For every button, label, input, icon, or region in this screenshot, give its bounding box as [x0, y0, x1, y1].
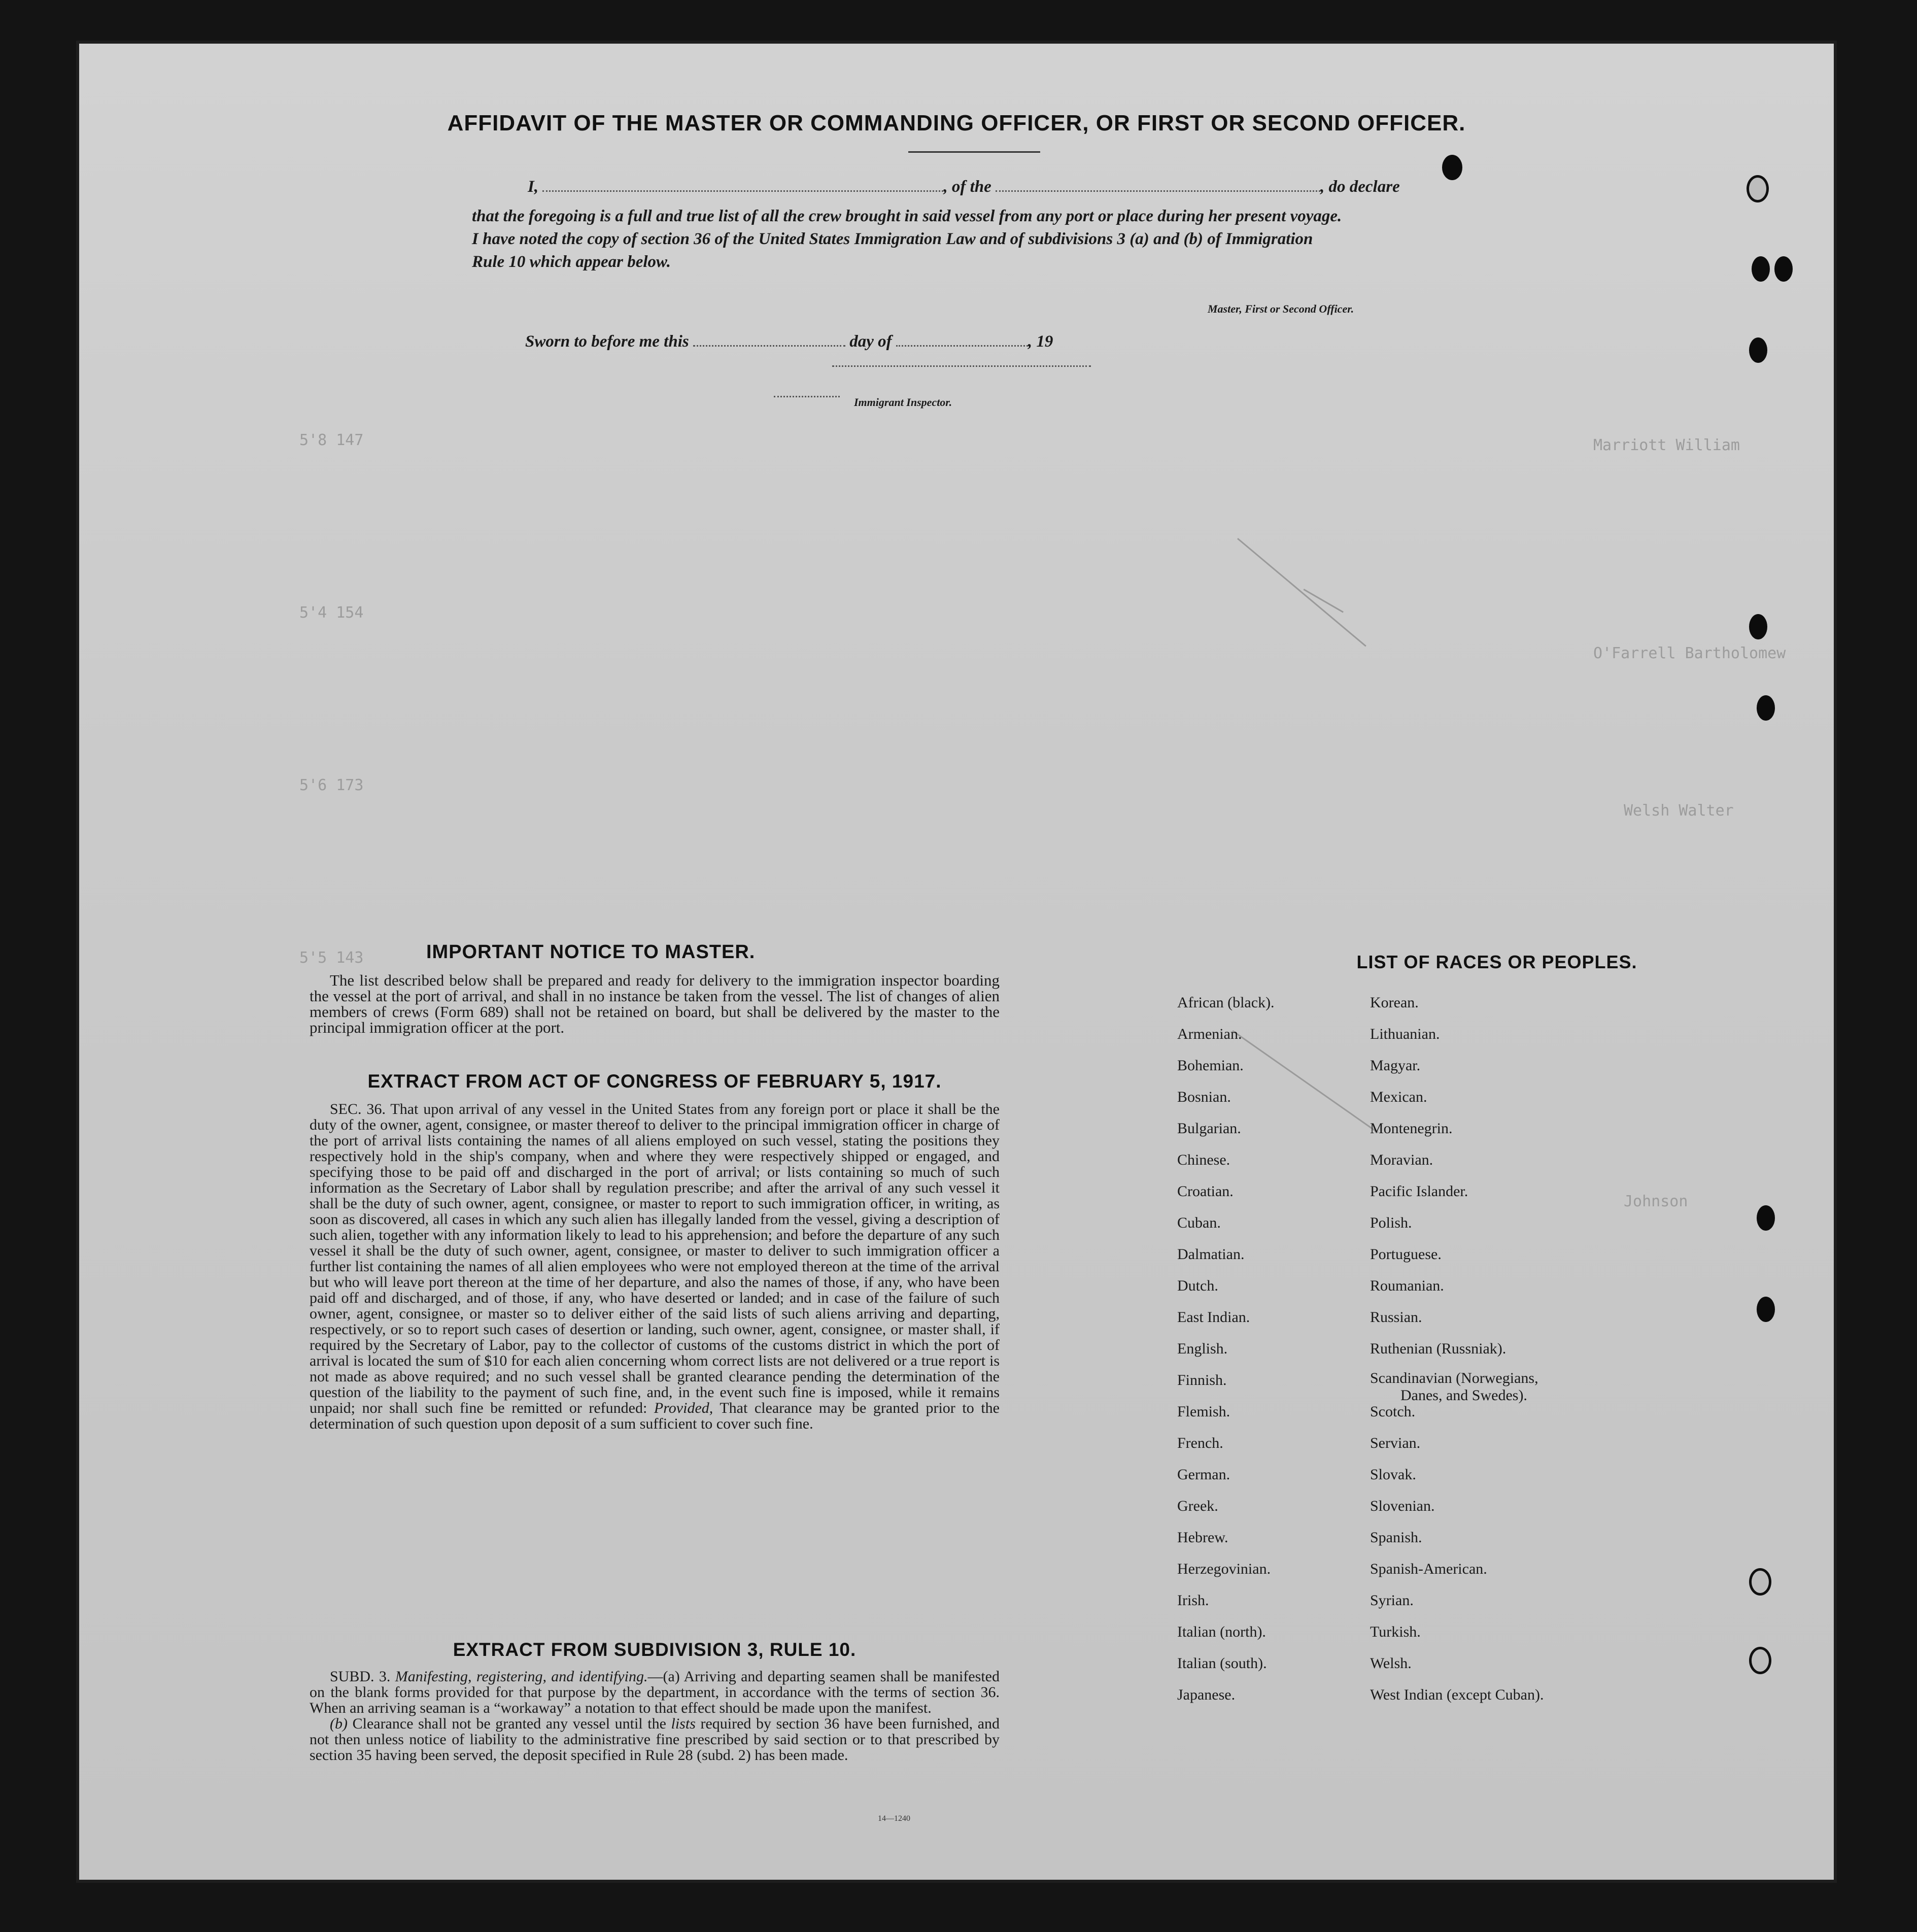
race-item: Magyar. — [1370, 1057, 1421, 1074]
punch-hole — [1749, 1647, 1771, 1674]
affidavit-line-3: I have noted the copy of section 36 of the United States Immigration Law and of subdivisions 3 (a) and (b) of Immigration — [472, 230, 1313, 248]
race-item-scandinavian: Scandinavian (Norwegians, — [1370, 1370, 1538, 1386]
act-section-label: SEC. 36. — [330, 1101, 386, 1117]
race-item: Bosnian. — [1177, 1089, 1231, 1105]
punch-hole — [1752, 256, 1770, 282]
punch-hole — [1774, 256, 1793, 282]
race-item: African (black). — [1177, 994, 1275, 1011]
race-item: Italian (north). — [1177, 1623, 1266, 1640]
act-text-block — [310, 1101, 1000, 1432]
master-signature-caption: Master, First or Second Officer. — [1208, 302, 1354, 315]
punch-hole — [1749, 337, 1767, 363]
title-underline — [908, 151, 1040, 153]
race-item: Armenian. — [1177, 1026, 1242, 1042]
race-item: Turkish. — [1370, 1623, 1421, 1640]
sworn-label: Sworn to before me this — [525, 332, 689, 351]
document-page: 5'8 147 5'4 154 5'6 173 5'5 143 Marriott William O'Farrell Bartholomew Welsh Walter Johnson AFFIDAVIT OF THE MASTER OR COMMANDING OFFICER, OR FIRST OR SECOND OFFICER. I, , of the , do declare that the foregoing is a full and true list of all the crew brought in said vessel from any port or place during her present voyage. I have noted the copy of section 36 of the United States Immigration Law and of subdivisions 3 (a) and (b) of Immigration Rule 10 which appear below. Master, First or Second Officer. Sworn to before me this day of , 19 Immigrant Inspector. IMPORTANT NOTICE TO MASTER. The list described below shall be prepared and ready for delivery to the immigration inspector boarding the vessel at the port of arrival, and shall in no instance be taken from the vessel. The list of changes of alien members of crews (Form 689) shall not be retained on board, but shall be delivered by the master to the principal immigration officer at the port. EXTRACT FROM ACT OF CONGRESS OF FEBRUARY 5, 1917. SEC. 36. That upon arrival of any vessel in the United States from any foreign port or place it shall be the duty of the owner, agent, consignee, or master thereof to deliver to the principal immigration officer in charge of the port of arrival lists containing the names of all aliens employed on such vessel, stating the positions they respectively hold in the ship's company, when and where they were respectively shipped or engaged, and specifying those to be paid off and discharged in the port of arrival; or lists containing so much of such information as the Secretary of Labor shall by regulation prescribe; and after the arrival of any such vessel it shall be the duty of such owner, agent, consignee, or master to report to such immigration officer, in writing, as soon as discovered, all cases in which any such alien has illegally landed from the vessel, giving a description of such alien, together with any information likely to lead to his apprehension; and before the departure of any such vessel it shall be the duty of such owner, agent, consignee, or master to deliver to such immigration officer a further list containing the names of all alien employees who were not employed thereon at the time of the arrival but who will leave port thereon at the time of her departure, and also the names of those, if any, who have been paid off and discharged, and of those, if any, who have deserted or landed; and in case of the failure of such owner, agent, consignee, or master so to deliver either of the said lists of such aliens arriving and departing, respectively, or so to report such cases of desertion or landing, such owner, agent, consignee, or master shall, if required by the Secretary of Labor, pay to the collector of customs of the customs district in which the port of arrival is located the sum of $10 for each alien concerning whom correct lists are not delivered or a true report is not made as above required; and no such vessel shall be granted clearance pending the determination of the question of the liability to the payment of such fine, and, in the event such fine is imposed, while it remains unpaid; nor shall such fine be remitted or refunded: Provided, That clearance may be granted prior to the determination of such question upon deposit of a sum sufficient to cover such fine. EXTRACT FROM SUBDIVISION 3, RULE 10. SUBD. 3. Manifesting, registering, and identifying.—(a) Arriving and departing seamen shall be manifested on the blank forms provided for that purpose by the department, in accordance with the terms of section 36. When an arriving seaman is a “workaway” a notation to that effect should be made upon the manifest. (b) Clearance shall not be granted any vessel until the lists required by section 36 have been furnished, and not then unless notice of liability to the administrative fine prescribed by said section or to that prescribed by section 35 having been served, the deposit specified in Rule 28 (subd. 2) has been made. 14—1240 LIST OF RACES OR PEOPLES. African (black). Armenian. Bohemian. Bosnian. Bulgarian. Chinese. Croatian. Cuban. Dalmatian. Dutch. East Indian. English. Finnish. Flemish. French. German. Greek. Hebrew. Herzegovinian. Irish. Italian (north). Italian (south). Japanese. Korean. Lithuanian. Magyar. Mexican. Montenegrin. Moravian. Pacific Islander. Polish. Portuguese. Roumanian. Russian. Ruthenian (Russniak). Scandinavian (Norwegians, Danes, and Swedes). Scotch. Servian. Slovak. Slovenian. Spanish. Spanish-American. Syrian. Turkish. Welsh. West Indian (except Cuban). — [76, 41, 1837, 1883]
affidavit-do-declare: , do declare — [1320, 178, 1400, 196]
subdivision-b-text-2: required by section 36 have been furnished, and not then unless notice of liability to the administrative fine prescribed by said section or to that prescribed by section 35 having been served, the deposit specified in Rule 28 (subd. 2) has been made. — [310, 1715, 1000, 1764]
races-title: LIST OF RACES OR PEOPLES. — [1356, 952, 1637, 972]
race-item: Greek. — [1177, 1498, 1218, 1514]
race-item: Spanish. — [1370, 1529, 1422, 1546]
race-item: Mexican. — [1370, 1089, 1427, 1105]
race-item: Servian. — [1370, 1435, 1421, 1451]
race-item: French. — [1177, 1435, 1223, 1451]
race-item: Montenegrin. — [1370, 1120, 1453, 1137]
race-item: Finnish. — [1177, 1372, 1227, 1388]
race-item: Herzegovinian. — [1177, 1561, 1271, 1577]
race-item: Dutch. — [1177, 1277, 1218, 1294]
inspector-signature-blank[interactable] — [832, 365, 1091, 367]
race-item: Cuban. — [1177, 1214, 1221, 1231]
ink-blot — [1442, 155, 1462, 180]
race-item: Moravian. — [1370, 1151, 1433, 1168]
race-item: Roumanian. — [1370, 1277, 1444, 1294]
race-item — [1370, 1365, 1624, 1404]
race-item: Chinese. — [1177, 1151, 1230, 1168]
race-item: East Indian. — [1177, 1309, 1250, 1326]
notice-text: The list described below shall be prepared and ready for delivery to the immigration inspector boarding the vessel at the port of arrival, and shall in no instance be taken from the vessel. The list of changes of alien members of crews (Form 689) shall not be retained on board, but shall be delivered by the master to the principal immigration officer at the port. — [310, 971, 1000, 1036]
form-number: 14—1240 — [878, 1814, 910, 1823]
race-item: Bohemian. — [1177, 1057, 1244, 1074]
sworn-line — [525, 332, 1053, 351]
subdivision-b-text-1: Clearance shall not be granted any vessel until the — [352, 1715, 666, 1732]
race-item: Syrian. — [1370, 1592, 1414, 1609]
punch-hole — [1757, 695, 1775, 721]
race-item: Spanish-American. — [1370, 1561, 1487, 1577]
punch-hole — [1757, 1297, 1775, 1322]
race-item: Pacific Islander. — [1370, 1183, 1468, 1200]
race-item: Lithuanian. — [1370, 1026, 1440, 1042]
race-item: Portuguese. — [1370, 1246, 1442, 1263]
subdivision-text-block — [310, 1669, 1000, 1763]
day-of-label: day of — [849, 332, 892, 351]
punch-hole — [1757, 1205, 1775, 1231]
year-label: , 19 — [1028, 332, 1053, 351]
race-item: Flemish. — [1177, 1403, 1230, 1420]
subdivision-paragraph-b — [310, 1716, 1000, 1763]
act-provided: Provided, — [654, 1400, 713, 1416]
race-item: Korean. — [1370, 994, 1419, 1011]
race-item: Bulgarian. — [1177, 1120, 1241, 1137]
races-right-column — [1370, 987, 1624, 1711]
inspector-caption: Immigrant Inspector. — [854, 396, 952, 409]
race-item: Slovenian. — [1370, 1498, 1435, 1514]
sworn-day-blank[interactable] — [693, 345, 845, 347]
subdivision-label: SUBD. 3. — [330, 1668, 391, 1685]
inspector-signature-blank-2[interactable] — [774, 396, 840, 397]
race-item: Dalmatian. — [1177, 1246, 1245, 1263]
act-text-end: That clearance may be granted prior to the determination of such question upon deposit of a sum sufficient to cover such fine. — [310, 1400, 1000, 1432]
punch-hole — [1749, 1568, 1771, 1596]
affidavit-line-2: that the foregoing is a full and true list of all the crew brought in said vessel from any port or place during her present voyage. — [472, 207, 1342, 225]
punch-hole — [1749, 614, 1767, 639]
race-item: Hebrew. — [1177, 1529, 1228, 1546]
race-item: English. — [1177, 1340, 1228, 1357]
race-item: Ruthenian (Russniak). — [1370, 1340, 1507, 1357]
subdivision-b-label: (b) — [330, 1715, 348, 1732]
race-item: West Indian (except Cuban). — [1370, 1686, 1544, 1703]
race-item: Croatian. — [1177, 1183, 1234, 1200]
race-item: German. — [1177, 1466, 1230, 1483]
race-item: Scotch. — [1370, 1403, 1416, 1420]
subdivision-paragraph-a — [310, 1669, 1000, 1716]
affidavit-i: I, — [528, 178, 539, 196]
punch-hole — [1747, 175, 1769, 202]
race-item: Italian (south). — [1177, 1655, 1267, 1672]
act-text: That upon arrival of any vessel in the United States from any foreign port or place it shall be the duty of the owner, agent, consignee, or master thereof to deliver to the principal immigration officer in charge of the port of arrival lists containing the names of all aliens employed on such vessel, stating the positions they respectively hold in the ship's company, when and where they were respectively shipped or engaged, and specifying those to be paid off and discharged in the port of arrival; or lists containing so much of such information as the Secretary of Labor shall by regulation prescribe; and after the arrival of any such vessel it shall be the duty of such owner, agent, consignee, or master to report to such immigration officer, in writing, as soon as discovered, all cases in which any such alien has illegally landed from the vessel, giving a description of such alien, together with any information likely to lead to his apprehension; and before the departure of any such vessel it shall be the duty of such owner, agent, consignee, or master to deliver to such immigration officer a further list containing the names of all alien employees who were not employed thereon at the time of the arrival but who will leave port thereon at the time of her departure, and also the names of those, if any, who have been paid off and discharged, and of those, if any, who have deserted or landed; and in case of the failure of such owner, agent, consignee, or master so to deliver either of the said lists of such aliens arriving and departing, respectively, or so to report such cases of desertion or landing, such owner, agent, consignee, or master shall, if required by the Secretary of Labor, pay to the collector of customs of the customs district in which the port of arrival is located the sum of $10 for each alien concerning whom correct lists are not delivered or a true report is not made as above required; and no such vessel shall be granted clearance pending the determination of the question of the liability to the payment of such fine, and, in the event such fine is imposed, while it remains unpaid; nor shall such fine be remitted or refunded: — [310, 1101, 1000, 1416]
race-item: Welsh. — [1370, 1655, 1412, 1672]
race-item: Japanese. — [1177, 1686, 1236, 1703]
race-item: Polish. — [1370, 1214, 1412, 1231]
affidavit-line-4: Rule 10 which appear below. — [472, 253, 671, 271]
race-item-continuation: Danes, and Swedes). — [1400, 1387, 1527, 1404]
notice-title: IMPORTANT NOTICE TO MASTER. — [426, 941, 756, 963]
race-item: Slovak. — [1370, 1466, 1416, 1483]
race-item: Irish. — [1177, 1592, 1209, 1609]
affidavit-title: AFFIDAVIT OF THE MASTER OR COMMANDING OFFICER, OR FIRST OR SECOND OFFICER. — [447, 111, 1466, 135]
subdivision-heading: Manifesting, registering, and identifying. — [395, 1668, 648, 1685]
officer-name-blank[interactable] — [542, 190, 943, 192]
race-item: Russian. — [1370, 1309, 1422, 1326]
subdivision-b-lists: lists — [671, 1715, 696, 1732]
vessel-name-blank[interactable] — [996, 190, 1320, 192]
act-title: EXTRACT FROM ACT OF CONGRESS OF FEBRUARY 5, 1917. — [367, 1071, 942, 1092]
sworn-month-blank[interactable] — [896, 345, 1028, 347]
subdivision-title: EXTRACT FROM SUBDIVISION 3, RULE 10. — [453, 1639, 857, 1660]
subdivision-a-text: —(a) Arriving and departing seamen shall be manifested on the blank forms provided for that purpose by the department, in accordance with the terms of section 36. When an arriving seaman is a “workaway” a notation to that effect should be made upon the manifest. — [310, 1668, 1000, 1716]
affidavit-of-the: , of the — [943, 178, 991, 196]
affidavit-declaration-line — [528, 178, 1400, 196]
